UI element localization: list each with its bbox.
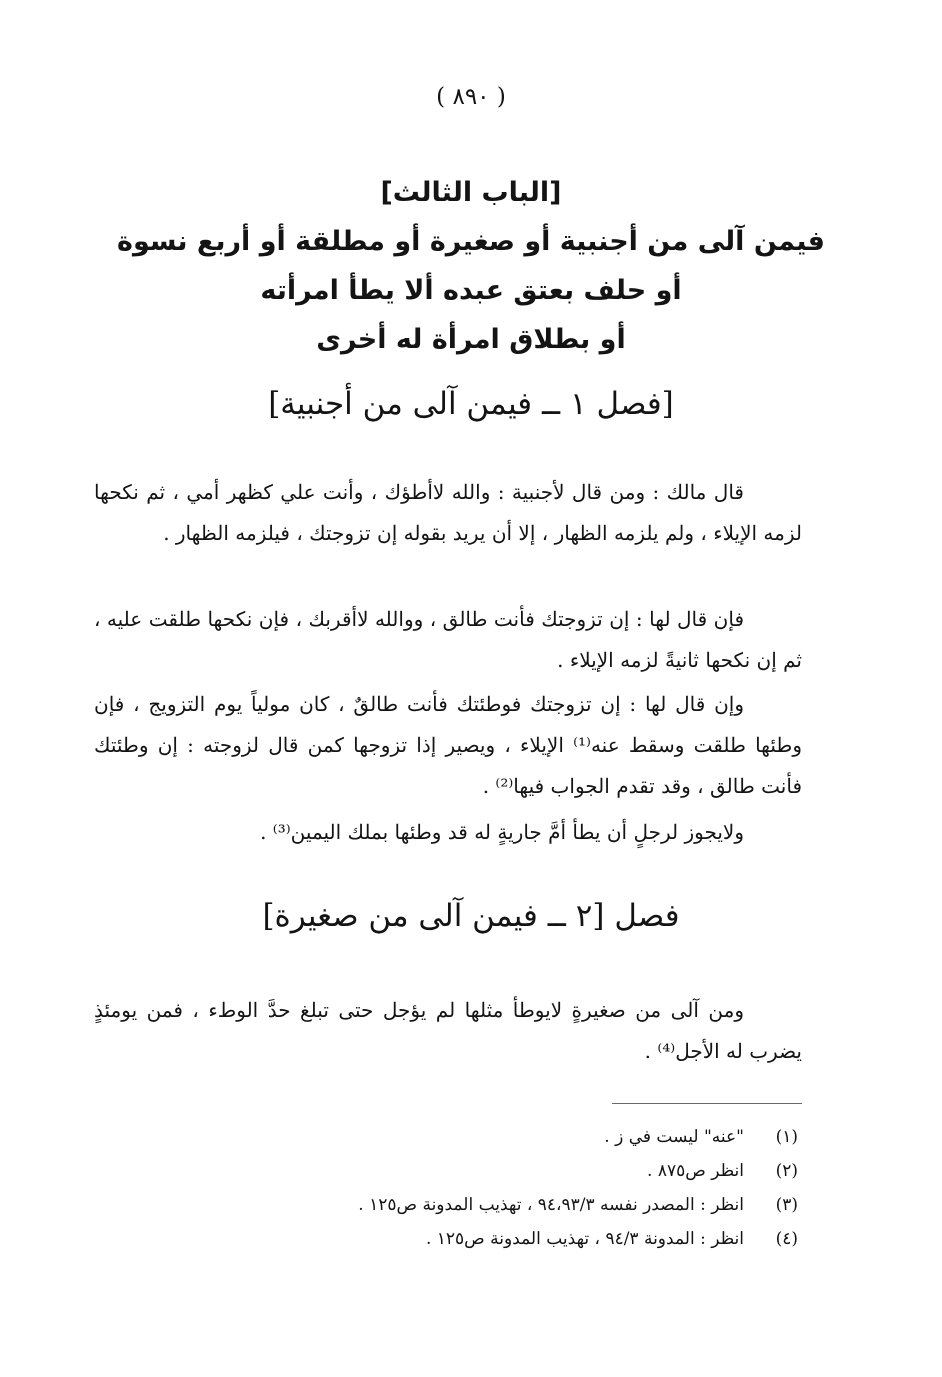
chapter-title-line-1: [الباب الثالث]	[380, 177, 562, 208]
footnote	[158, 1222, 798, 1256]
footnote-number: (١)	[775, 1127, 798, 1147]
footnote-number: (٤)	[775, 1229, 798, 1249]
chapter-title	[60, 168, 882, 364]
section-1-paragraph-3: وإن قال لها : إن تزوجتك فوطئتك فأنت طالقٌ ، كان مولياً يوم التزويج ، فإن وطئها طلقت وسقط عنه⁽¹⁾ الإيلاء ، ويصير إذا تزوجها كمن قال لزوجته : إن وطئتك فأنت طالق ، وقد تقدم الجواب فيها⁽²⁾ .	[94, 692, 802, 798]
chapter-title-line-4: أو بطلاق امرأة له أخرى	[316, 324, 626, 355]
chapter-title-line-2: فيمن آلى من أجنبية أو صغيرة أو مطلقة أو أربع نسوة	[117, 226, 825, 257]
chapter-title-line-3: أو حلف بعتق عبده ألا يطأ امرأته	[260, 275, 682, 306]
section-1-heading: [فصل ١ ــ فيمن آلى من أجنبية]	[268, 386, 674, 422]
section-1-paragraph-1: قال مالك : ومن قال لأجنبية : والله لاأطؤك ، وأنت علي كظهر أمي ، ثم نكحها لزمه الإيلاء ، ولم يلزمه الظهار ، إلا أن يريد بقوله إن تزوجتك ، فيلزمه الظهار .	[94, 480, 802, 545]
section-2-paragraph-1: ومن آلى من صغيرةٍ لايوطأ مثلها لم يؤجل حتى تبلغ حدَّ الوطء ، فمن يومئذٍ يضرب له الأجل⁽⁴⁾ .	[94, 998, 802, 1063]
footnote-text: انظر ص٨٧٥ .	[647, 1161, 744, 1181]
page-number: ( ٨٩٠ )	[436, 84, 506, 110]
section-1-paragraph-2: فإن قال لها : إن تزوجتك فأنت طالق ، ووالله لاأقربك ، فإن نكحها طلقت عليه ، ثم إن نكحها ثانيةً لزمه الإيلاء .	[94, 607, 802, 672]
footnote	[158, 1120, 798, 1154]
footnote-number: (٣)	[775, 1195, 798, 1215]
footnote-separator	[612, 1103, 802, 1104]
footnotes	[158, 1120, 798, 1256]
footnote-number: (٢)	[775, 1161, 798, 1181]
footnote-text: انظر : المدونة ٩٤/٣ ، تهذيب المدونة ص١٢٥ .	[425, 1229, 744, 1249]
footnote-text: انظر : المصدر نفسه ٩٤،٩٣/٣ ، تهذيب المدونة ص١٢٥ .	[358, 1195, 744, 1215]
footnote	[158, 1154, 798, 1188]
footnote	[158, 1188, 798, 1222]
section-1-paragraph-4: ولايجوز لرجلٍ أن يطأ أمَّ جاريةٍ له قد وطئها بملك اليمين⁽³⁾ .	[260, 820, 744, 844]
footnote-text: "عنه" ليست في ز .	[604, 1127, 744, 1147]
section-2-heading: فصل [٢ ــ فيمن آلى من صغيرة]	[262, 898, 680, 934]
